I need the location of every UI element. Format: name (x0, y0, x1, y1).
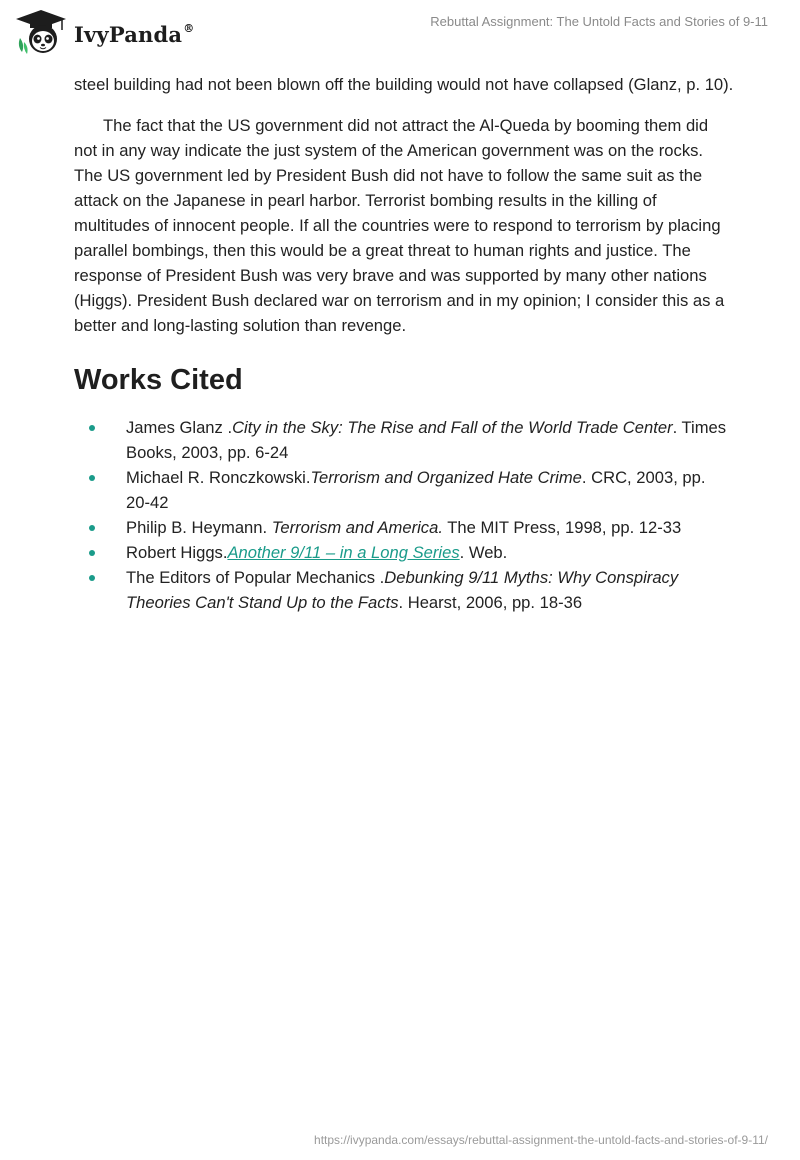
citation-item (74, 465, 734, 515)
bullet-icon (89, 525, 95, 531)
paragraph-conclusion: The fact that the US government did not attract the Al-Queda by booming them did not in any way indicate the just system of the American government was on the rocks. The US government led by President Bush did not have to follow the same suit as the attack on the Japanese in pearl harbor. Terrorist bombing results in the killing of multitudes of innocent people. If all the countries were to respond to terrorism by placing parallel bombings, then this would be a great threat to human rights and justice. The response of President Bush was very brave and was supported by many other nations (Higgs). President Bush declared war on terrorism and in my opinion; I consider this as a better and long-lasting solution than revenge. (74, 116, 725, 335)
ivypanda-logo[interactable] (14, 8, 194, 56)
citation-details: . CRC, 2003, pp. 20-42 (126, 468, 706, 512)
paragraph-continuation: steel building had not been blown off the building would not have collapsed (Glanz, p. 10). (74, 75, 734, 94)
citation-details: . Times Books, 2003, pp. 6-24 (126, 418, 727, 462)
citation-item (74, 515, 734, 540)
citation-details: . Web. (459, 543, 508, 562)
bullet-icon (89, 475, 95, 481)
page-header (0, 0, 800, 70)
citation-item (74, 540, 734, 565)
citation-item (74, 415, 734, 465)
works-cited-heading: Works Cited (74, 364, 243, 396)
panda-graduate-icon (14, 8, 68, 56)
works-cited-list (74, 415, 734, 615)
brand-name: IvyPanda® (74, 21, 195, 47)
citation-author: The Editors of Popular Mechanics . (126, 568, 385, 587)
citation-details: The MIT Press, 1998, pp. 12-33 (442, 518, 682, 537)
citation-title: Terrorism and Organized Hate Crime (310, 468, 582, 487)
bullet-icon (89, 425, 95, 431)
document-title: Rebuttal Assignment: The Untold Facts and Stories of 9-11 (430, 14, 768, 29)
citation-author: James Glanz . (126, 418, 233, 437)
citation-title: Terrorism and America. (271, 518, 443, 537)
bullet-icon (89, 575, 95, 581)
citation-author: Michael R. Ronczkowski. (126, 468, 311, 487)
citation-title-link[interactable]: Another 9/11 – in a Long Series (227, 543, 460, 562)
citation-author: Philip B. Heymann. (126, 518, 272, 537)
source-url: https://ivypanda.com/essays/rebuttal-assignment-the-untold-facts-and-stories-of-9-11/ (314, 1133, 768, 1147)
bullet-icon (89, 550, 95, 556)
citation-title: City in the Sky: The Rise and Fall of the World Trade Center (232, 418, 673, 437)
citation-details: . Hearst, 2006, pp. 18-36 (398, 593, 583, 612)
citation-title: Debunking 9/11 Myths: Why Conspiracy Theories Can't Stand Up to the Facts (126, 568, 679, 612)
citation-item (74, 565, 734, 615)
essay-content (74, 72, 734, 615)
citation-author: Robert Higgs. (126, 543, 228, 562)
